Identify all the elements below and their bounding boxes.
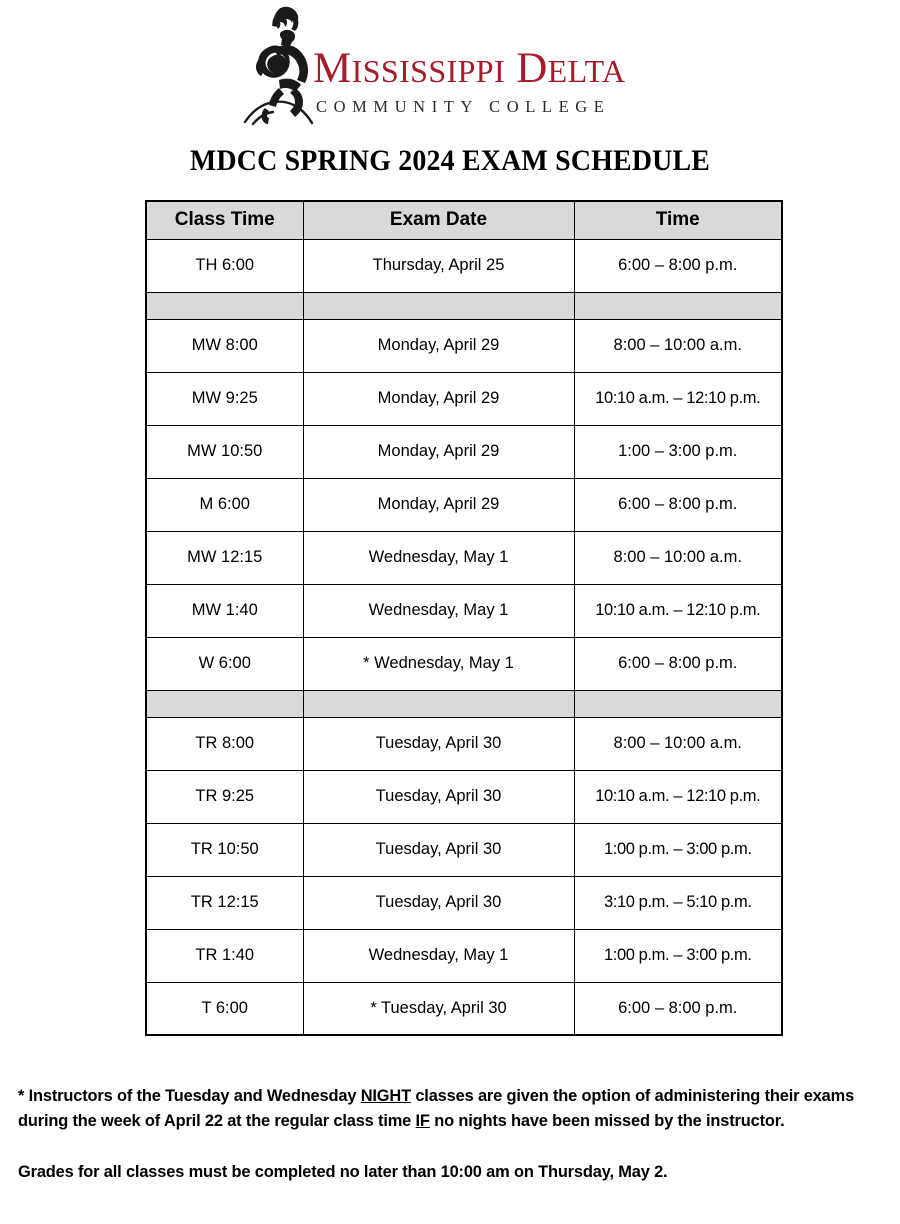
table-row <box>146 584 782 637</box>
cell-class-time: M 6:00 <box>146 478 303 531</box>
table-row <box>146 929 782 982</box>
cell-time: 10:10 a.m. – 12:10 p.m. <box>574 372 782 425</box>
cell-class-time: MW 9:25 <box>146 372 303 425</box>
cell-exam-date: Tuesday, April 30 <box>303 823 574 876</box>
cell-class-time: TR 12:15 <box>146 876 303 929</box>
table-row <box>146 770 782 823</box>
wordmark-line1: MISSISSIPPI DELTA <box>313 45 626 92</box>
cell-time: 1:00 – 3:00 p.m. <box>574 425 782 478</box>
wordmark-line2: COMMUNITY COLLEGE <box>316 97 611 116</box>
cell-exam-date: Monday, April 29 <box>303 425 574 478</box>
column-header-time: Time <box>574 201 782 239</box>
column-header-class-time: Class Time <box>146 201 303 239</box>
exam-schedule-table-body <box>146 239 782 1035</box>
table-row <box>146 531 782 584</box>
cell-class-time: TR 1:40 <box>146 929 303 982</box>
logo-inner <box>243 4 643 130</box>
spacer-cell-3 <box>574 690 782 717</box>
spacer-cell-1 <box>146 292 303 319</box>
cell-exam-date: Monday, April 29 <box>303 372 574 425</box>
cell-time: 8:00 – 10:00 a.m. <box>574 717 782 770</box>
table-spacer-row <box>146 690 782 717</box>
cell-exam-date: Monday, April 29 <box>303 478 574 531</box>
cell-exam-date: Wednesday, May 1 <box>303 531 574 584</box>
institution-logo-block <box>0 0 900 132</box>
cell-class-time: W 6:00 <box>146 637 303 690</box>
wordmark <box>313 46 643 117</box>
cell-class-time: T 6:00 <box>146 982 303 1035</box>
footnote-text-part1: * Instructors of the Tuesday and Wednesday <box>18 1087 361 1106</box>
cell-exam-date: Tuesday, April 30 <box>303 770 574 823</box>
cell-class-time: TH 6:00 <box>146 239 303 292</box>
cell-class-time: TR 9:25 <box>146 770 303 823</box>
page-title: MDCC SPRING 2024 EXAM SCHEDULE <box>189 144 711 177</box>
footnote-grades-deadline: Grades for all classes must be completed no later than 10:00 am on Thursday, May 2. <box>18 1163 668 1182</box>
cell-exam-date: Monday, April 29 <box>303 319 574 372</box>
cell-class-time: MW 12:15 <box>146 531 303 584</box>
table-row <box>146 478 782 531</box>
table-row <box>146 319 782 372</box>
cell-exam-date: Thursday, April 25 <box>303 239 574 292</box>
exam-schedule-table-wrapper <box>145 200 781 1036</box>
cell-time: 10:10 a.m. – 12:10 p.m. <box>574 770 782 823</box>
column-header-exam-date: Exam Date <box>303 201 574 239</box>
spacer-cell-1 <box>146 690 303 717</box>
footnote-text-part3: no nights have been missed by the instructor. <box>429 1112 785 1131</box>
table-header-row <box>146 201 782 239</box>
table-row <box>146 717 782 770</box>
spacer-cell-2 <box>303 292 574 319</box>
footnote-text-part2: classes are given the option of administering their exams during the week of April 22 at the regular class time <box>18 1087 855 1131</box>
spacer-cell-3 <box>574 292 782 319</box>
cell-time: 6:00 – 8:00 p.m. <box>574 239 782 292</box>
cell-time: 8:00 – 10:00 a.m. <box>574 531 782 584</box>
exam-schedule-table <box>145 200 783 1036</box>
cell-time: 6:00 – 8:00 p.m. <box>574 478 782 531</box>
table-row <box>146 239 782 292</box>
table-row <box>146 372 782 425</box>
footnote-emphasis-night: NIGHT <box>360 1087 411 1106</box>
footnote-night-classes <box>18 1084 884 1134</box>
table-spacer-row <box>146 292 782 319</box>
footnote-emphasis-if: IF <box>415 1112 430 1131</box>
cell-time: 3:10 p.m. – 5:10 p.m. <box>574 876 782 929</box>
table-row <box>146 425 782 478</box>
table-row <box>146 823 782 876</box>
cell-exam-date: Tuesday, April 30 <box>303 876 574 929</box>
cell-time: 6:00 – 8:00 p.m. <box>574 637 782 690</box>
table-row <box>146 982 782 1035</box>
footnotes <box>18 1068 884 1202</box>
cell-class-time: TR 10:50 <box>146 823 303 876</box>
cell-exam-date: Wednesday, May 1 <box>303 929 574 982</box>
cell-class-time: TR 8:00 <box>146 717 303 770</box>
cell-exam-date: * Tuesday, April 30 <box>303 982 574 1035</box>
cell-time: 8:00 – 10:00 a.m. <box>574 319 782 372</box>
cell-class-time: MW 1:40 <box>146 584 303 637</box>
table-row <box>146 876 782 929</box>
table-row <box>146 637 782 690</box>
cell-class-time: MW 8:00 <box>146 319 303 372</box>
cell-exam-date: * Wednesday, May 1 <box>303 637 574 690</box>
cell-time: 6:00 – 8:00 p.m. <box>574 982 782 1035</box>
cell-time: 1:00 p.m. – 3:00 p.m. <box>574 929 782 982</box>
cell-time: 1:00 p.m. – 3:00 p.m. <box>574 823 782 876</box>
cell-exam-date: Wednesday, May 1 <box>303 584 574 637</box>
spacer-cell-2 <box>303 690 574 717</box>
cell-time: 10:10 a.m. – 12:10 p.m. <box>574 584 782 637</box>
cell-class-time: MW 10:50 <box>146 425 303 478</box>
cell-exam-date: Tuesday, April 30 <box>303 717 574 770</box>
